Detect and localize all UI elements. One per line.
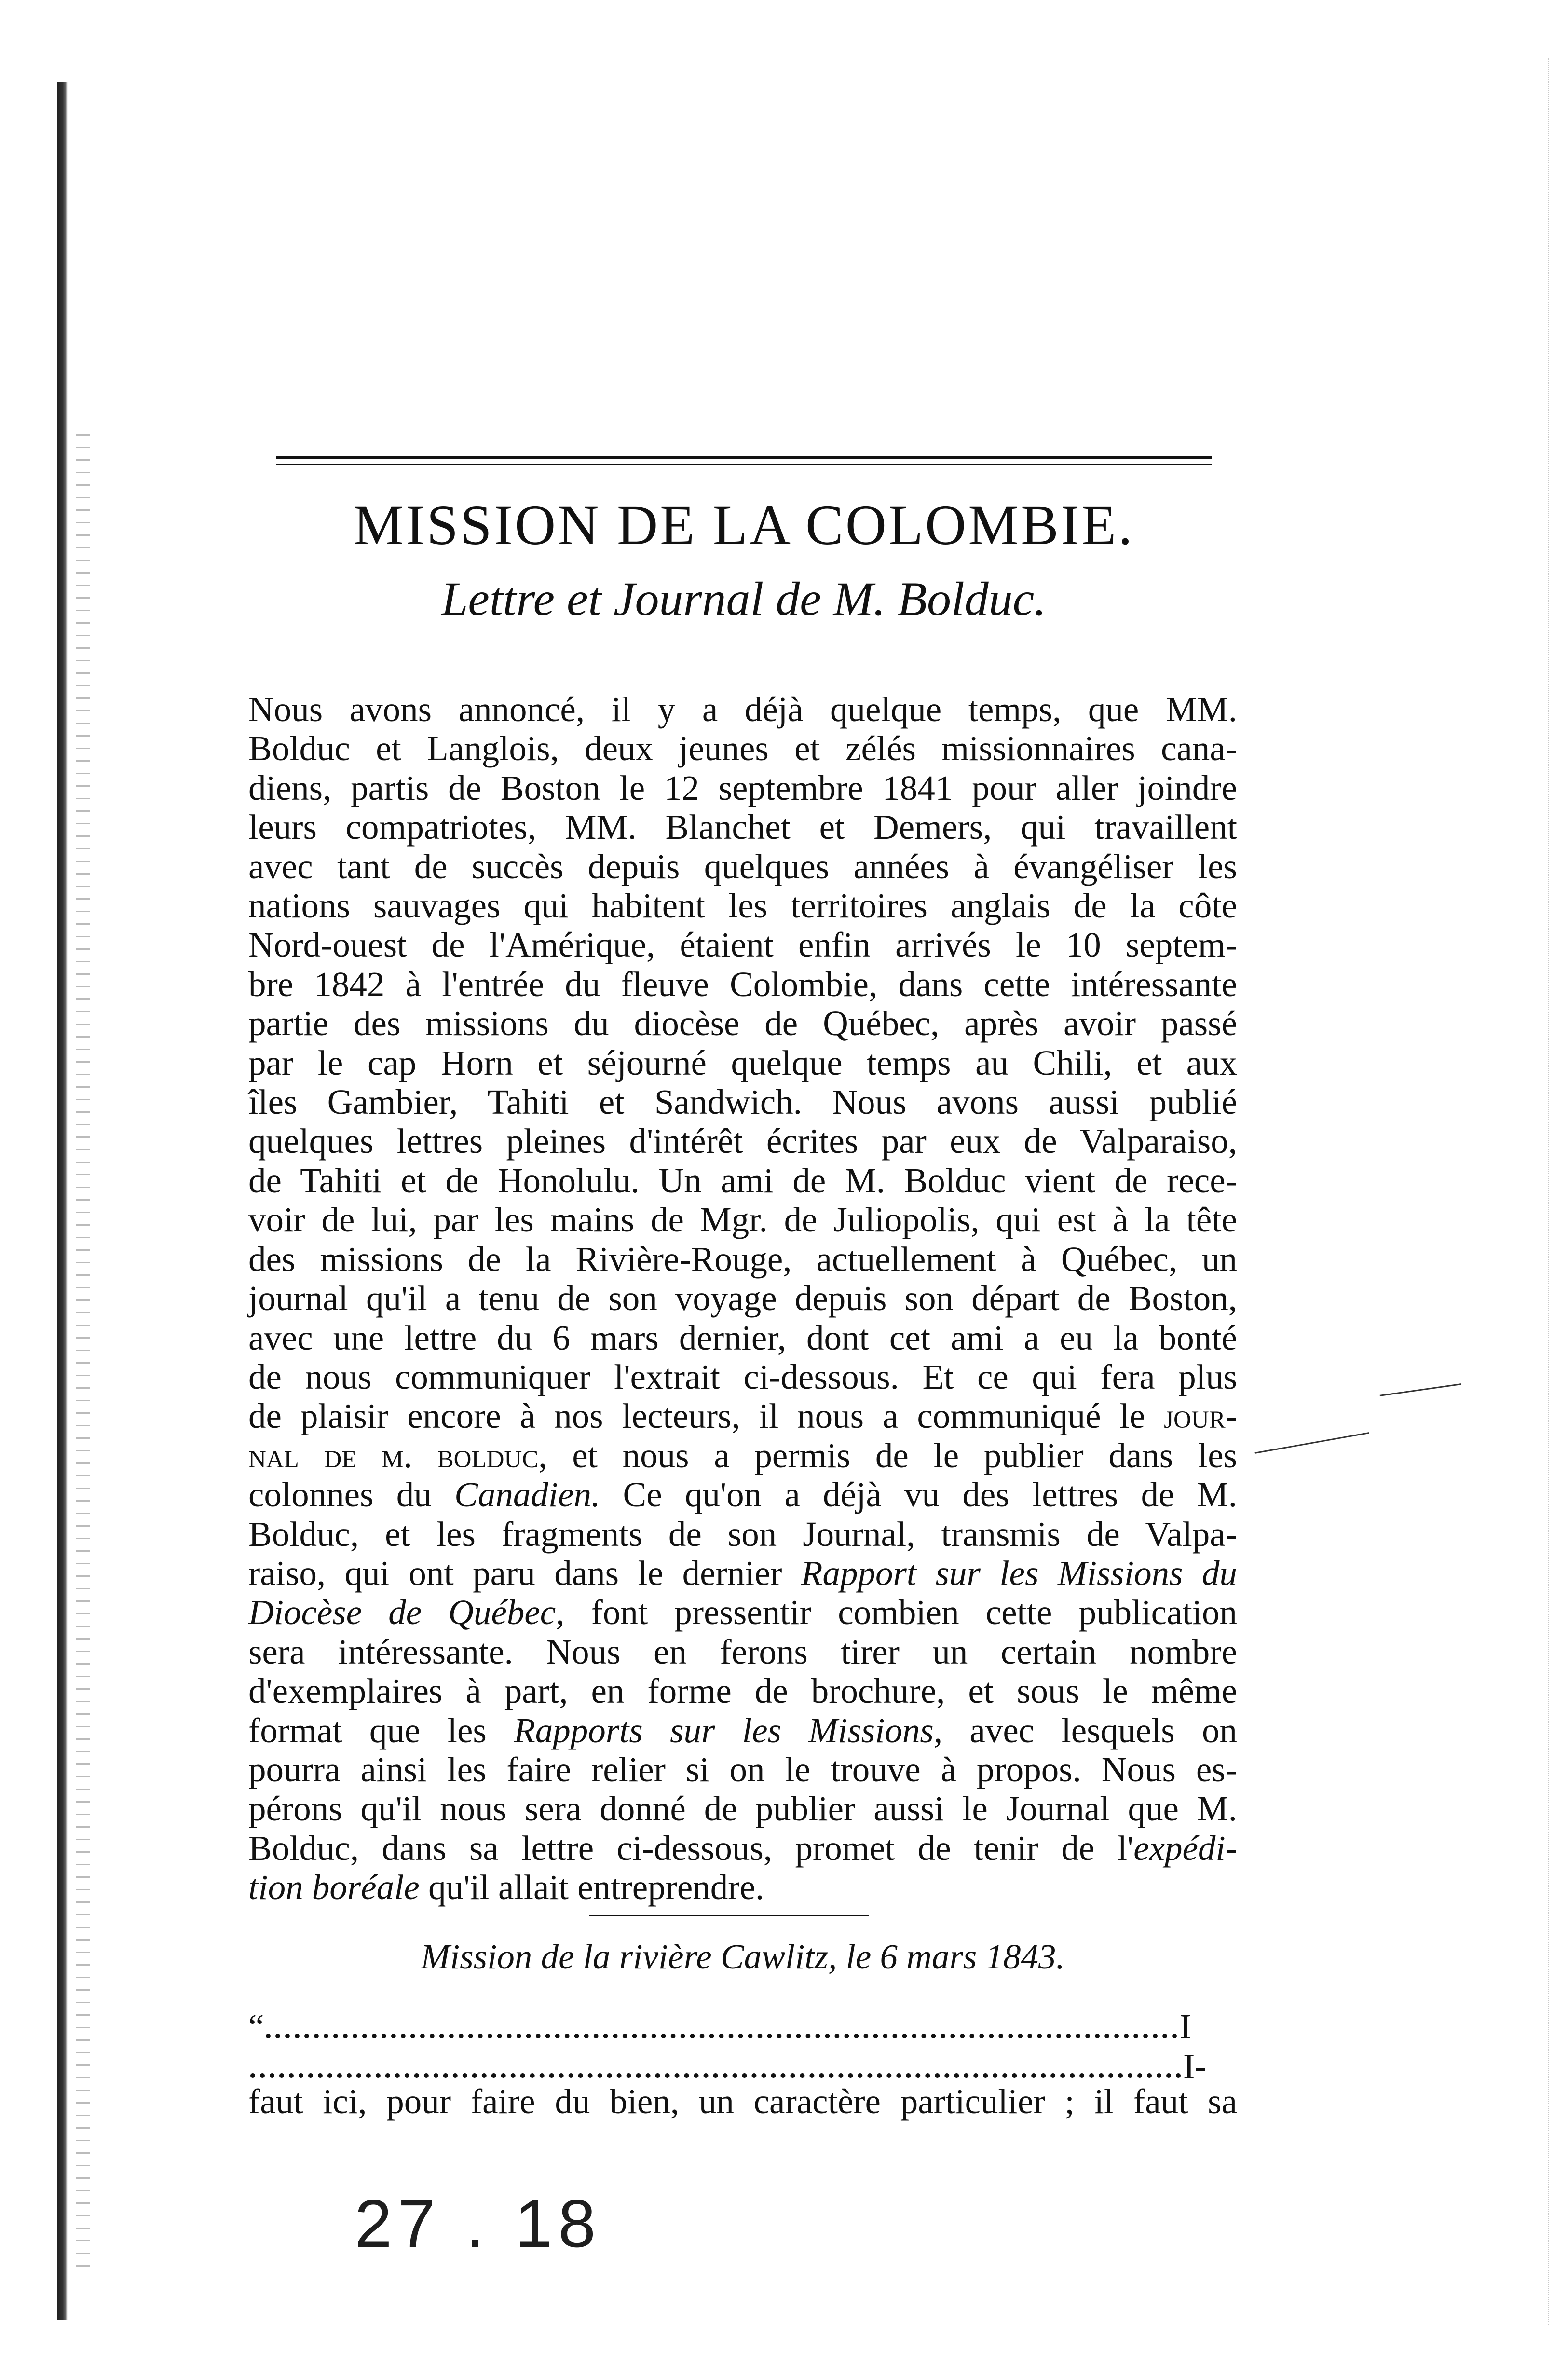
binding-shadow bbox=[57, 82, 68, 2320]
dot-leader bbox=[266, 2030, 1177, 2038]
open-quote: “ bbox=[248, 2009, 264, 2044]
body-line bbox=[248, 1829, 1237, 1868]
body-text-segment: de plaisir encore à nos lecteurs, il nous a communiqué le bbox=[248, 1396, 1145, 1436]
body-line bbox=[248, 1396, 1237, 1435]
body-text-segment: font pressentir combien cette publication bbox=[564, 1593, 1238, 1632]
body-line: Nous avons annoncé, il y a déjà quelque temps, que MM. bbox=[248, 690, 1237, 729]
body-line: d'exemplaires à part, en forme de brochure, et sous le même bbox=[248, 1671, 1237, 1711]
body-line bbox=[248, 1868, 1237, 1907]
body-text-segment: Bolduc, dans sa lettre ci-dessous, promet de tenir de l' bbox=[248, 1828, 1134, 1868]
body-text-segment: et nous a permis de le publier dans les bbox=[547, 1435, 1237, 1475]
body-line: voir de lui, par les mains de Mgr. de Juliopolis, qui est à la tête bbox=[248, 1200, 1237, 1240]
letter-text: faut ici, pour faire du bien, un caractère particulier ; il faut sa bbox=[248, 2082, 1237, 2121]
page-subtitle: Lettre et Journal de M. Bolduc. bbox=[441, 572, 1047, 626]
italic-segment: Diocèse de Québec, bbox=[248, 1593, 565, 1632]
body-line: partie des missions du diocèse de Québec, après avoir passé bbox=[248, 1004, 1237, 1043]
italic-segment: Rapport sur les Missions du bbox=[801, 1553, 1237, 1593]
ellipsis-tail: I bbox=[1179, 2009, 1191, 2044]
article-body bbox=[248, 690, 1237, 1907]
body-line: des missions de la Rivière-Rouge, actuellement à Québec, un bbox=[248, 1239, 1237, 1279]
body-line: quelques lettres pleines d'intérêt écrites par eux de Valparaiso, bbox=[248, 1121, 1237, 1161]
binding-speckle bbox=[76, 434, 90, 2267]
page-title: MISSION DE LA COLOMBIE. bbox=[353, 493, 1134, 557]
body-text-segment: format que les bbox=[248, 1710, 514, 1750]
ellipsis-line bbox=[248, 2009, 1237, 2044]
italic-segment: expédi- bbox=[1133, 1828, 1237, 1868]
page-edge bbox=[1545, 58, 1549, 2325]
body-line bbox=[248, 1593, 1237, 1632]
body-text-segment: colonnes du bbox=[248, 1475, 455, 1515]
body-line bbox=[248, 1475, 1237, 1514]
body-line: de Tahiti et de Honolulu. Un ami de M. Bolduc vient de rece- bbox=[248, 1161, 1237, 1200]
dot-leader bbox=[250, 2069, 1181, 2078]
body-line bbox=[248, 1554, 1237, 1593]
small-caps-segment: jour- bbox=[1164, 1396, 1238, 1436]
pen-mark bbox=[1380, 1383, 1461, 1396]
body-text-segment: Ce qu'on a déjà vu des lettres de M. bbox=[600, 1475, 1237, 1515]
letter-dateline: Mission de la rivière Cawlitz, le 6 mars 1843. bbox=[421, 1937, 1065, 1976]
body-text-segment: raiso, qui ont paru dans le dernier bbox=[248, 1553, 801, 1593]
pen-mark bbox=[1255, 1432, 1369, 1454]
body-line: par le cap Horn et séjourné quelque temps au Chili, et aux bbox=[248, 1043, 1237, 1082]
ellipsis-tail: I- bbox=[1183, 2049, 1207, 2084]
body-line bbox=[248, 1711, 1237, 1750]
body-line: pourra ainsi les faire relier si on le trouve à propos. Nous es- bbox=[248, 1749, 1237, 1789]
body-line: leurs compatriotes, MM. Blanchet et Demers, qui travaillent bbox=[248, 807, 1237, 847]
body-line: Nord-ouest de l'Amérique, étaient enfin arrivés le 10 septem- bbox=[248, 925, 1237, 965]
italic-segment: tion boréale bbox=[248, 1868, 420, 1907]
body-line: diens, partis de Boston le 12 septembre 1841 pour aller joindre bbox=[248, 768, 1237, 807]
section-rule bbox=[589, 1915, 869, 1916]
body-line: sera intéressante. Nous en ferons tirer un certain nombre bbox=[248, 1632, 1237, 1671]
italic-segment: Rapports sur les Missions, bbox=[514, 1710, 943, 1750]
body-line: journal qu'il a tenu de son voyage depuis son départ de Boston, bbox=[248, 1279, 1237, 1318]
body-line: avec tant de succès depuis quelques années à évangéliser les bbox=[248, 847, 1237, 886]
body-line: nations sauvages qui habitent les territoires anglais de la côte bbox=[248, 886, 1237, 926]
body-line: Bolduc et Langlois, deux jeunes et zélés missionnaires cana- bbox=[248, 729, 1237, 768]
small-caps-segment: nal de m. bolduc, bbox=[248, 1435, 547, 1475]
body-line bbox=[248, 1436, 1237, 1475]
top-rule bbox=[276, 456, 1212, 459]
italic-segment: Canadien. bbox=[454, 1475, 600, 1515]
body-text-segment: qu'il allait entreprendre. bbox=[419, 1868, 764, 1907]
body-text-segment: avec lesquels on bbox=[942, 1710, 1238, 1750]
body-line: pérons qu'il nous sera donné de publier aussi le Journal que M. bbox=[248, 1789, 1237, 1829]
body-line: Bolduc, et les fragments de son Journal, transmis de Valpa- bbox=[248, 1514, 1237, 1554]
body-line: de nous communiquer l'extrait ci-dessous. Et ce qui fera plus bbox=[248, 1357, 1237, 1396]
body-line: îles Gambier, Tahiti et Sandwich. Nous avons aussi publié bbox=[248, 1082, 1237, 1122]
top-rule-thin bbox=[276, 464, 1212, 465]
ellipsis-line bbox=[248, 2049, 1237, 2084]
library-stamp: 27 . 18 bbox=[355, 2186, 602, 2261]
body-line: avec une lettre du 6 mars dernier, dont cet ami a eu la bonté bbox=[248, 1318, 1237, 1357]
body-line: bre 1842 à l'entrée du fleuve Colombie, dans cette intéressante bbox=[248, 964, 1237, 1004]
